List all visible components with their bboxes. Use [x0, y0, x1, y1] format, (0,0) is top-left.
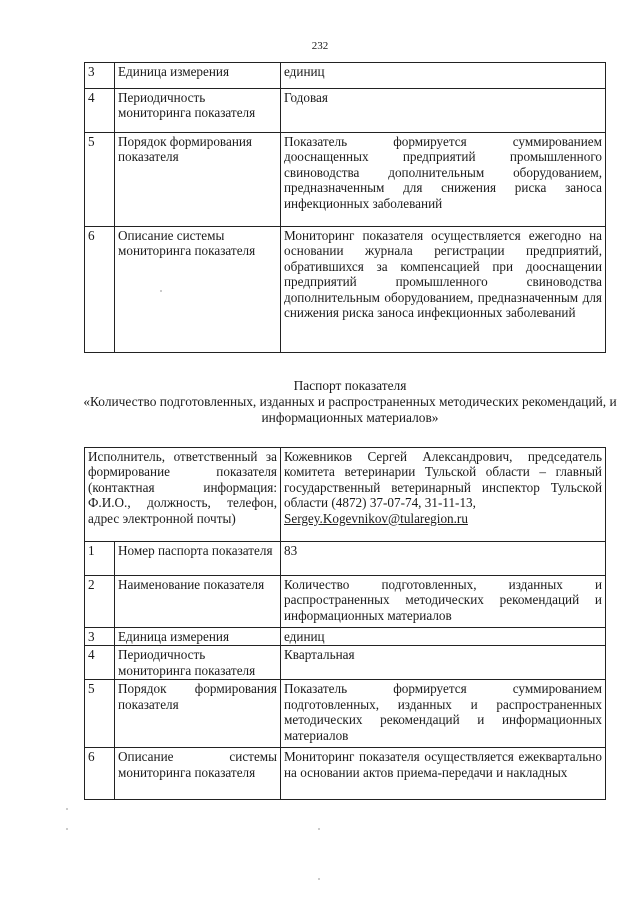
row-value: Годовая [281, 89, 606, 133]
row-value: 83 [281, 542, 606, 576]
table-row [85, 576, 606, 628]
row-number: 2 [85, 576, 115, 628]
passport-heading [60, 378, 640, 426]
row-label: Периодичность мониторинга показателя [115, 89, 281, 133]
row-value: единиц [281, 628, 606, 646]
table-row [85, 680, 606, 748]
row-number: 4 [85, 89, 115, 133]
table-row [85, 542, 606, 576]
row-number: 4 [85, 646, 115, 680]
scan-speck [66, 828, 68, 830]
row-label: Наименование показателя [115, 576, 281, 628]
executor-value: Кожевников Сергей Александрович, председатель комитета ветеринарии Тульской области – главный государственный ветеринарный инспектор Тульской области (4872) 37-07-74, 31-11-13, [284, 449, 602, 511]
row-label: Порядок формирования показателя [115, 133, 281, 227]
row-value: Мониторинг показателя осуществляется ежеквартально на основании актов приема-передачи и накладных [281, 748, 606, 800]
row-value: Показатель формируется суммированием дооснащенных предприятий промышленного свиноводства дополнительным оборудованием, предназначенным для снижения риска заноса инфекционных заболеваний [281, 133, 606, 227]
table-row [85, 628, 606, 646]
row-value: Количество подготовленных, изданных и распространенных методических рекомендаций и информационных материалов [281, 576, 606, 628]
row-number: 5 [85, 680, 115, 748]
row-label: Единица измерения [115, 628, 281, 646]
row-value: единиц [281, 63, 606, 89]
passport-title: Паспорт показателя [293, 378, 407, 393]
table-row [85, 89, 606, 133]
row-label: Описание системы мониторинга показателя [115, 227, 281, 353]
executor-label: Исполнитель, ответственный за формирование показателя (контактная информация: Ф.И.О., должность, телефон, адрес электронной почты) [85, 448, 281, 542]
row-value: Мониторинг показателя осуществляется ежегодно на основании журнала регистрации предприятий, обратившихся за компенсацией при дооснащении предприятий промышленного свиноводства дополнительным оборудованием, предназначенным для снижения риска заноса инфекционных заболеваний [281, 227, 606, 353]
scan-speck [318, 878, 320, 880]
table-row [85, 63, 606, 89]
indicator-table-continued [84, 62, 606, 353]
executor-email: Sergey.Kogevnikov@tularegion.ru [284, 510, 468, 526]
row-label: Номер паспорта показателя [115, 542, 281, 576]
executor-cell [281, 448, 606, 542]
row-number: 6 [85, 748, 115, 800]
row-number: 3 [85, 63, 115, 89]
row-label: Описание системы мониторинга показателя [115, 748, 281, 800]
table-row [85, 748, 606, 800]
row-label: Порядок формирования показателя [115, 680, 281, 748]
row-number: 3 [85, 628, 115, 646]
row-number: 1 [85, 542, 115, 576]
scan-speck [66, 808, 68, 810]
table-row [85, 646, 606, 680]
row-number: 5 [85, 133, 115, 227]
row-value: Показатель формируется суммированием подготовленных, изданных и распространенных методических рекомендаций и информационных материалов [281, 680, 606, 748]
passport-subtitle: «Количество подготовленных, изданных и распространенных методических рекомендаций, и информационных материалов» [83, 394, 617, 425]
row-number: 6 [85, 227, 115, 353]
scan-speck [318, 828, 320, 830]
page-number: 232 [311, 40, 329, 52]
indicator-passport-table [84, 447, 606, 800]
table-row [85, 227, 606, 353]
table-row [85, 133, 606, 227]
row-value: Квартальная [281, 646, 606, 680]
executor-row [85, 448, 606, 542]
row-label: Периодичность мониторинга показателя [115, 646, 281, 680]
row-label: Единица измерения [115, 63, 281, 89]
scan-speck [160, 290, 162, 292]
